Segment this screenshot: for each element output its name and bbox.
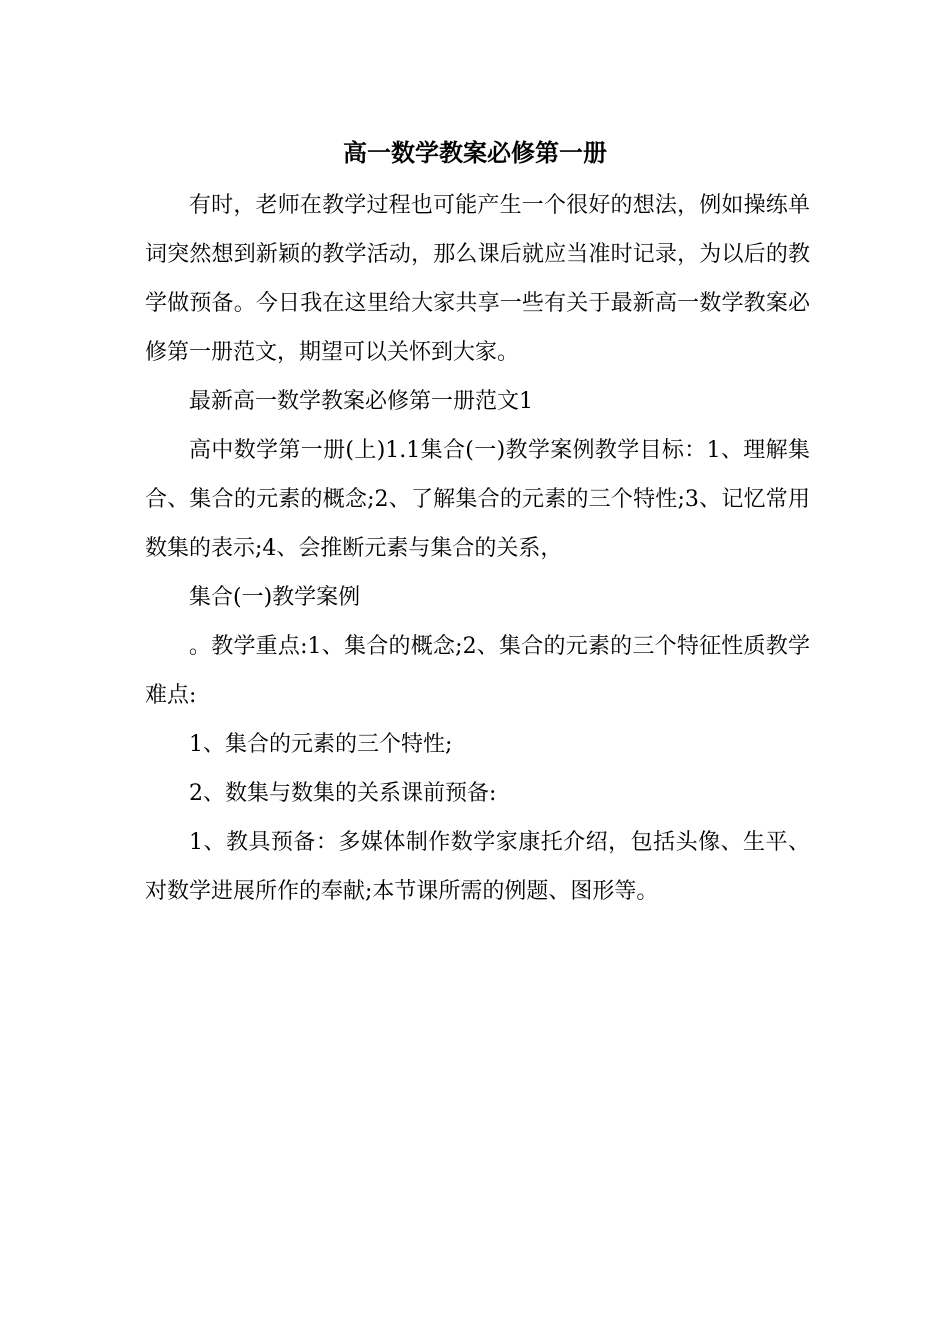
teaching-objectives-paragraph: 高中数学第一册(上)1.1集合(一)教学案例教学目标：1、理解集合、集合的元素的概念;2、了解集合的元素的三个特性;3、记忆常用数集的表示;4、会推断元素与集合的关系，: [145, 438, 810, 561]
document-title: 高一数学教案必修第一册: [343, 138, 607, 167]
difficulty-item-2: 2、数集与数集的关系课前预备:: [189, 781, 497, 806]
difficulty-item-1: 1、集合的元素的三个特性;: [189, 732, 453, 757]
key-points-paragraph: 。教学重点:1、集合的概念;2、集合的元素的三个特征性质教学难点:: [145, 634, 810, 708]
intro-paragraph: 有时，老师在教学过程也可能产生一个很好的想法，例如操练单词突然想到新颖的教学活动，那么课后就应当准时记录，为以后的教学做预备。今日我在这里给大家共享一些有关于最新高一数学教案必修第一册范文，期望可以关怀到大家。: [145, 193, 810, 365]
preparation-paragraph: 1、教具预备：多媒体制作数学家康托介绍，包括头像、生平、对数学进展所作的奉献;本节课所需的例题、图形等。: [145, 830, 810, 904]
document-body: [145, 181, 810, 916]
case-title-paragraph: 集合(一)教学案例: [189, 585, 361, 610]
sample-heading: 最新高一数学教案必修第一册范文1: [189, 389, 533, 414]
